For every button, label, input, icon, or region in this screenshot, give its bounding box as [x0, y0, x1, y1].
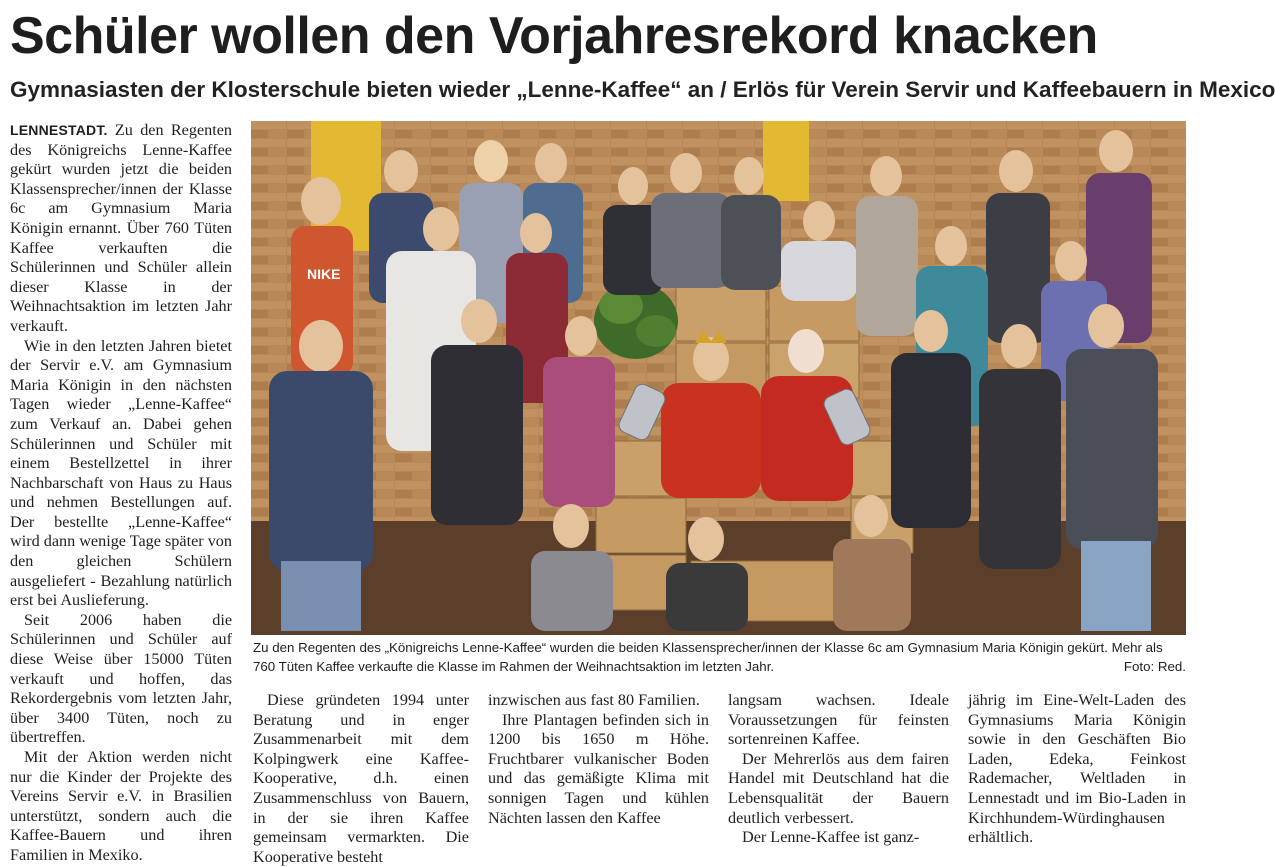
article-column-bottom-3	[728, 691, 949, 846]
article-column-bottom-2	[488, 691, 709, 846]
col4-paragraph: jährig im Eine-Welt-Laden des Gymnasiums Maria Königin sowie in den Geschäften Bio Laden, Edeka, Feinkost Rademacher, Weltladen in Lennestadt und im Bio-Laden in Kirchhundem-Würdinghausen erhältlich.	[968, 691, 1186, 847]
col3-paragraph-2: Der Mehrerlös aus dem fairen Handel mit Deutschland hat die Lebensqualität der Bauern deutlich verbessert.	[728, 749, 949, 827]
paragraph-2: Wie in den letzten Jahren bietet der Servir e.V. am Gymnasium Maria Königin in den nächsten Tagen wieder „Lenne-Kaffee“ zum Verkauf an. Dabei gehen Schülerinnen und Schüler mit einem Bestellzettel in ihrer Nachbarschaft von Haus zu Haus und nehmen Bestellungen auf. Der bestellte „Lenne-Kaffee“ wird dann wenige Tage später von den gleichen Schülern ausgeliefert - Bezahlung natürlich erst bei Auslieferung.	[10, 336, 232, 610]
article-column-bottom-4	[968, 691, 1186, 846]
col1-paragraph: Diese gründeten 1994 unter Beratung und in enger Zusammenarbeit mit dem Kolpingwerk eine Kaffee-Kooperative, d.h. einen Zusammenschluss von Bauern, in der sie ihren Kaffee gemeinsam vermarkten. Die Kooperative besteht	[253, 691, 469, 866]
article-column-bottom-1	[253, 691, 469, 866]
paragraph-1	[10, 121, 232, 337]
paragraph-1-text: Zu den Regenten des Königreichs Lenne-Kaffee gekürt wurden jetzt die beiden Klassensprecher/innen der Klasse 6c am Gymnasium Maria Königin ernannt. Über 760 Tüten Kaffee verkauften die Schülerinnen und Schüler allein dieser Klasse in der Weihnachtsaktion im letzten Jahr verkauft.	[10, 121, 233, 335]
group-photo	[251, 121, 1186, 635]
shirt-print: NIKE	[307, 266, 341, 282]
col2-paragraph-1: inzwischen aus fast 80 Familien.	[488, 691, 700, 709]
col2-paragraph-2: Ihre Plantagen befinden sich in 1200 bis 1650 m Höhe. Fruchtbarer vulkanischer Boden und das gemäßigte Klima mit sonnigen Tagen und kühlen Nächten lassen den Kaffee	[488, 710, 709, 827]
photo-illustration	[251, 121, 1186, 635]
photo-caption: Zu den Regenten des „Königreichs Lenne-Kaffee“ wurden die beiden Klassensprecher/innen der Klasse 6c am Gymnasium Maria Königin gekürt. Mehr als 760 Tüten Kaffee verkaufte die Klasse im Rahmen der Weihnachtsaktion im letzten Jahr.	[253, 640, 1163, 674]
col3-paragraph-1: langsam wachsen. Ideale Voraussetzungen für feinsten sortenreinen Kaffee.	[728, 691, 949, 749]
paragraph-3: Seit 2006 haben die Schülerinnen und Schüler auf diese Weise über 15000 Tüten verkauft und hoffen, das Rekordergebnis vom letzten Jahr, über 3400 Tüten, noch zu übertreffen.	[10, 610, 232, 747]
dateline: LENNESTADT.	[10, 122, 108, 138]
article-column-left	[10, 121, 233, 864]
paragraph-4: Mit der Aktion werden nicht nur die Kinder der Projekte des Vereins Servir e.V. in Brasilien unterstützt, sondern auch die Kaffee-Bauern und ihren Familien in Mexiko.	[10, 748, 232, 864]
photo-credit: Foto: Red.	[1123, 659, 1186, 674]
subheadline: Gymnasiasten der Klosterschule bieten wieder „Lenne-Kaffee“ an / Erlös für Verein Servir und Kaffeebauern in Mexico	[10, 77, 1275, 102]
window-right	[763, 121, 809, 201]
headline: Schüler wollen den Vorjahresrekord knacken	[10, 7, 1098, 65]
col3-paragraph-3: Der Lenne-Kaffee ist ganz-	[742, 828, 920, 847]
